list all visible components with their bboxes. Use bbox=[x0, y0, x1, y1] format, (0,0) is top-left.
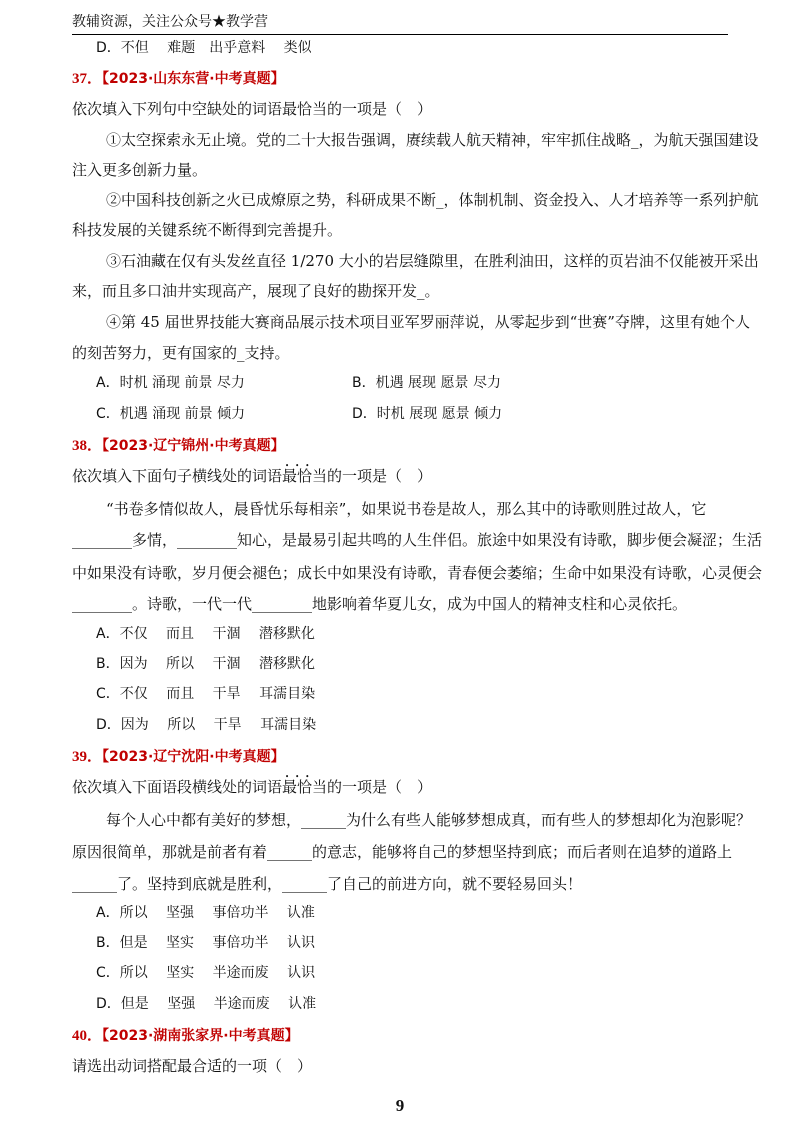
question-38-line: “书卷多情似故人，晨昏忧乐每相亲”，如果说书卷是故人，那么其中的诗歌则胜过故人，它 bbox=[106, 500, 707, 518]
page-number: 9 bbox=[395, 1096, 405, 1115]
question-39-line: 原因很简单，那就是前者有着______的意志，能够将自己的梦想坚持到底；而后者则在追梦的道路上 bbox=[72, 843, 733, 861]
question-40-number: 40． bbox=[72, 1028, 103, 1044]
question-37-option-c[interactable]: C．机遇 涌现 前景 倾力 bbox=[96, 406, 246, 422]
question-38-number: 38． bbox=[72, 438, 103, 454]
question-40-prompt: 请选出动词搭配最合适的一项（ ） bbox=[72, 1057, 313, 1075]
question-39-option-b[interactable]: B．但是 坚实 事倍功半 认识 bbox=[96, 935, 315, 951]
question-39-source-tag: 【2023·辽宁沈阳·中考真题】 bbox=[102, 749, 285, 765]
question-38-option-c[interactable]: C．不仅 而且 干旱 耳濡目染 bbox=[96, 686, 316, 702]
question-39-number: 39． bbox=[72, 749, 103, 765]
question-38-prompt-part: 的一项是（ ） bbox=[327, 467, 433, 485]
question-39-prompt bbox=[72, 777, 432, 797]
question-39-prompt-part: 依次填入下面语段横线处的词语 bbox=[72, 778, 283, 796]
question-38-line: ________多情，________知心，是最易引起共鸣的人生伴侣。旅途中如果没有诗歌，脚步便会凝涩；生活 bbox=[72, 531, 763, 549]
page-header bbox=[72, 12, 728, 35]
question-37-line: 注入更多创新力量。 bbox=[72, 161, 208, 179]
question-37-option-a[interactable]: A．时机 涌现 前景 尽力 bbox=[96, 375, 245, 391]
question-40-heading bbox=[72, 1025, 299, 1046]
question-39-heading bbox=[72, 746, 285, 767]
question-38-line: 中如果没有诗歌，岁月便会褪色；成长中如果没有诗歌，青春便会萎缩；生命中如果没有诗歌，心灵便会 bbox=[72, 564, 763, 582]
question-38-prompt bbox=[72, 466, 432, 486]
question-37-line: ④第 45 届世界技能大赛商品展示技术项目亚军罗丽萍说，从零起步到“世赛”夺牌，这里有她个人 bbox=[106, 313, 750, 331]
question-37-line: ③石油藏在仅有头发丝直径 1/270 大小的岩层缝隙里，在胜利油田，这样的页岩油不仅能被开采出 bbox=[106, 252, 759, 270]
question-38-heading bbox=[72, 435, 285, 456]
question-37-line: 的刻苦努力，更有国家的_支持。 bbox=[72, 344, 290, 362]
header-text: 教辅资源，关注公众号★教学营 bbox=[72, 14, 268, 30]
question-40-source-tag: 【2023·湖南张家界·中考真题】 bbox=[102, 1028, 299, 1044]
question-39-option-a[interactable]: A．所以 坚强 事倍功半 认准 bbox=[96, 905, 315, 921]
question-37-option-b[interactable]: B．机遇 展现 愿景 尽力 bbox=[352, 375, 501, 391]
question-37-prompt: 依次填入下列句中空缺处的词语最恰当的一项是（ ） bbox=[72, 100, 433, 118]
question-39-line: 每个人心中都有美好的梦想，______为什么有些人能够梦想成真，而有些人的梦想却化为泡影呢？ bbox=[106, 811, 752, 829]
question-37-line: ②中国科技创新之火已成燎原之势，科研成果不断_，体制机制、资金投入、人才培养等一系列护航 bbox=[106, 191, 759, 209]
question-37-line: 来，而且多口油井实现高产，展现了良好的勘探开发_。 bbox=[72, 282, 440, 300]
question-38-prompt-emphasis: ••• 最恰当 bbox=[282, 466, 327, 486]
question-38-option-d[interactable]: D．因为 所以 干旱 耳濡目染 bbox=[96, 717, 317, 733]
question-39-prompt-part: 的一项是（ ） bbox=[327, 778, 433, 796]
question-39-line: ______了。坚持到底就是胜利，______了自己的前进方向，就不要轻易回头！ bbox=[72, 875, 583, 893]
question-38-source-tag: 【2023·辽宁锦州·中考真题】 bbox=[102, 438, 285, 454]
question-37-line: ①太空探索永无止境。党的二十大报告强调，赓续载人航天精神，牢牢抓住战略_，为航天强国建设 bbox=[106, 131, 759, 149]
question-38-option-a[interactable]: A．不仅 而且 干涸 潜移默化 bbox=[96, 626, 315, 642]
question-39-prompt-emphasis: ••• 最恰当 bbox=[282, 777, 327, 797]
question-39-option-d[interactable]: D．但是 坚强 半途而废 认准 bbox=[96, 996, 317, 1012]
question-39-option-c[interactable]: C．所以 坚实 半途而废 认识 bbox=[96, 965, 316, 981]
question-38-line: ________。诗歌，一代一代________地影响着华夏儿女，成为中国人的精神支柱和心灵依托。 bbox=[72, 595, 688, 613]
question-37-heading bbox=[72, 68, 285, 89]
question-37-option-d[interactable]: D．时机 展现 愿景 倾力 bbox=[352, 406, 503, 422]
question-38-option-b[interactable]: B．因为 所以 干涸 潜移默化 bbox=[96, 656, 315, 672]
question-37-number: 37． bbox=[72, 71, 103, 87]
question-37-source-tag: 【2023·山东东营·中考真题】 bbox=[102, 71, 285, 87]
question-37-line: 科技发展的关键系统不断得到完善提升。 bbox=[72, 221, 343, 239]
question-38-prompt-part: 依次填入下面句子横线处的词语 bbox=[72, 467, 283, 485]
prev-question-option-d: D．不但 难题 出乎意料 类似 bbox=[96, 40, 312, 56]
